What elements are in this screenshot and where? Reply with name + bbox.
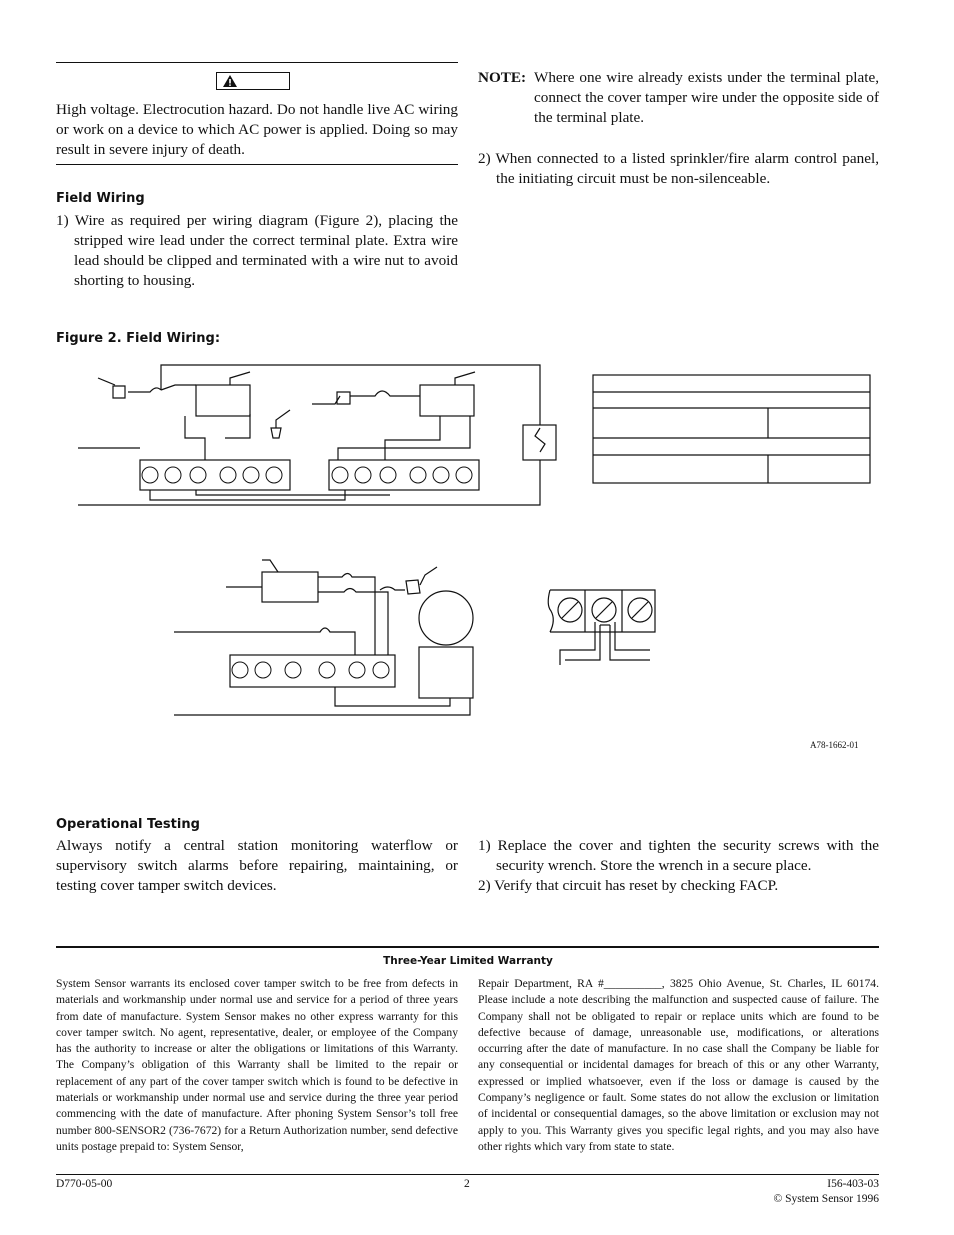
note-text: Where one wire already exists under the terminal plate, connect the cover tamper wire under the opposite side of the terminal plate. [534,69,879,126]
warranty-title: Three-Year Limited Warranty [383,955,553,967]
footer-page-number: 2 [464,1178,470,1190]
figure-code: A78-1662-01 [810,740,859,750]
footer-copyright: © System Sensor 1996 [773,1193,879,1205]
footer-doc-code: D770-05-00 [56,1178,113,1190]
field-wiring-heading: Field Wiring [56,191,145,206]
operational-testing-text: Always notify a central station monitoring waterflow or supervisory switch alarms before repairing, maintaining, or testing cover tamper switch devices. [56,837,458,894]
operational-testing-step-1: 1) Replace the cover and tighten the security screws with the security wrench. Store the wrench in a secure place. [478,837,879,874]
footer-rule [56,1174,879,1175]
footer-part-number: I56-403-03 [827,1178,879,1190]
operational-testing-heading: Operational Testing [56,817,200,832]
note-label: NOTE: [478,69,527,86]
warranty-right-text: Repair Department, RA #__________, 3825 Ohio Avenue, St. Charles, IL 60174. Please include a note describing the malfunction and suspected cause of failure. The Company shall not be obligated to repair or replace units which are found to be defective because of damage, unreasonable use, modifications, or alterations occurring after the date of manufacture. In no case shall the Company be liable for any consequential or incidental damages for breach of this or any other Warranty, expressed or implied whatsoever, even if the loss or damage is caused by the Company’s negligence or fault. Some states do not allow the exclusion or limitation of incidental or consequential damages, so the above limitation or exclusion may not apply to you. This Warranty gives you specific legal rights, and you may also have other rights which vary from state to state. [478,977,879,1153]
field-wiring-step-1: 1) Wire as required per wiring diagram (Figure 2), placing the stripped wire lead under the correct terminal plate. Extra wire lead should be clipped and terminated with a wire nut to avoid shorting to housing. [56,212,458,289]
warranty-top-rule [56,946,879,948]
step-2-text: 2) When connected to a listed sprinkler/fire alarm control panel, the initiating circuit must be non-silenceable. [478,150,879,187]
figure-caption: Figure 2. Field Wiring: [56,331,221,346]
warranty-left-text: System Sensor warrants its enclosed cover tamper switch to be free from defects in materials and workmanship under normal use and service for a period of three years from date of manufacture. System Sensor makes no other express warranty for this cover tamper switch. No agent, representative, dealer, or employee of the Company has the authority to increase or alter the obligations or limitations of this Warranty. The Company’s obligation of this Warranty shall be limited to the repair or replacement of any part of the cover tamper switch which is found to be defective in materials or workmanship under normal use and service during the three year period commencing with the date of manufacture. After phoning System Sensor’s toll free number 800-SENSOR2 (736-7672) for a Return Authorization number, send defective units postage prepaid to: System Sensor, [56,977,458,1153]
warning-text: High voltage. Electrocution hazard. Do not handle live AC wiring or work on a device to which AC power is applied. Doing so may result in severe injury of death. [56,101,458,158]
operational-testing-step-2: 2) Verify that circuit has reset by checking FACP. [478,877,779,894]
